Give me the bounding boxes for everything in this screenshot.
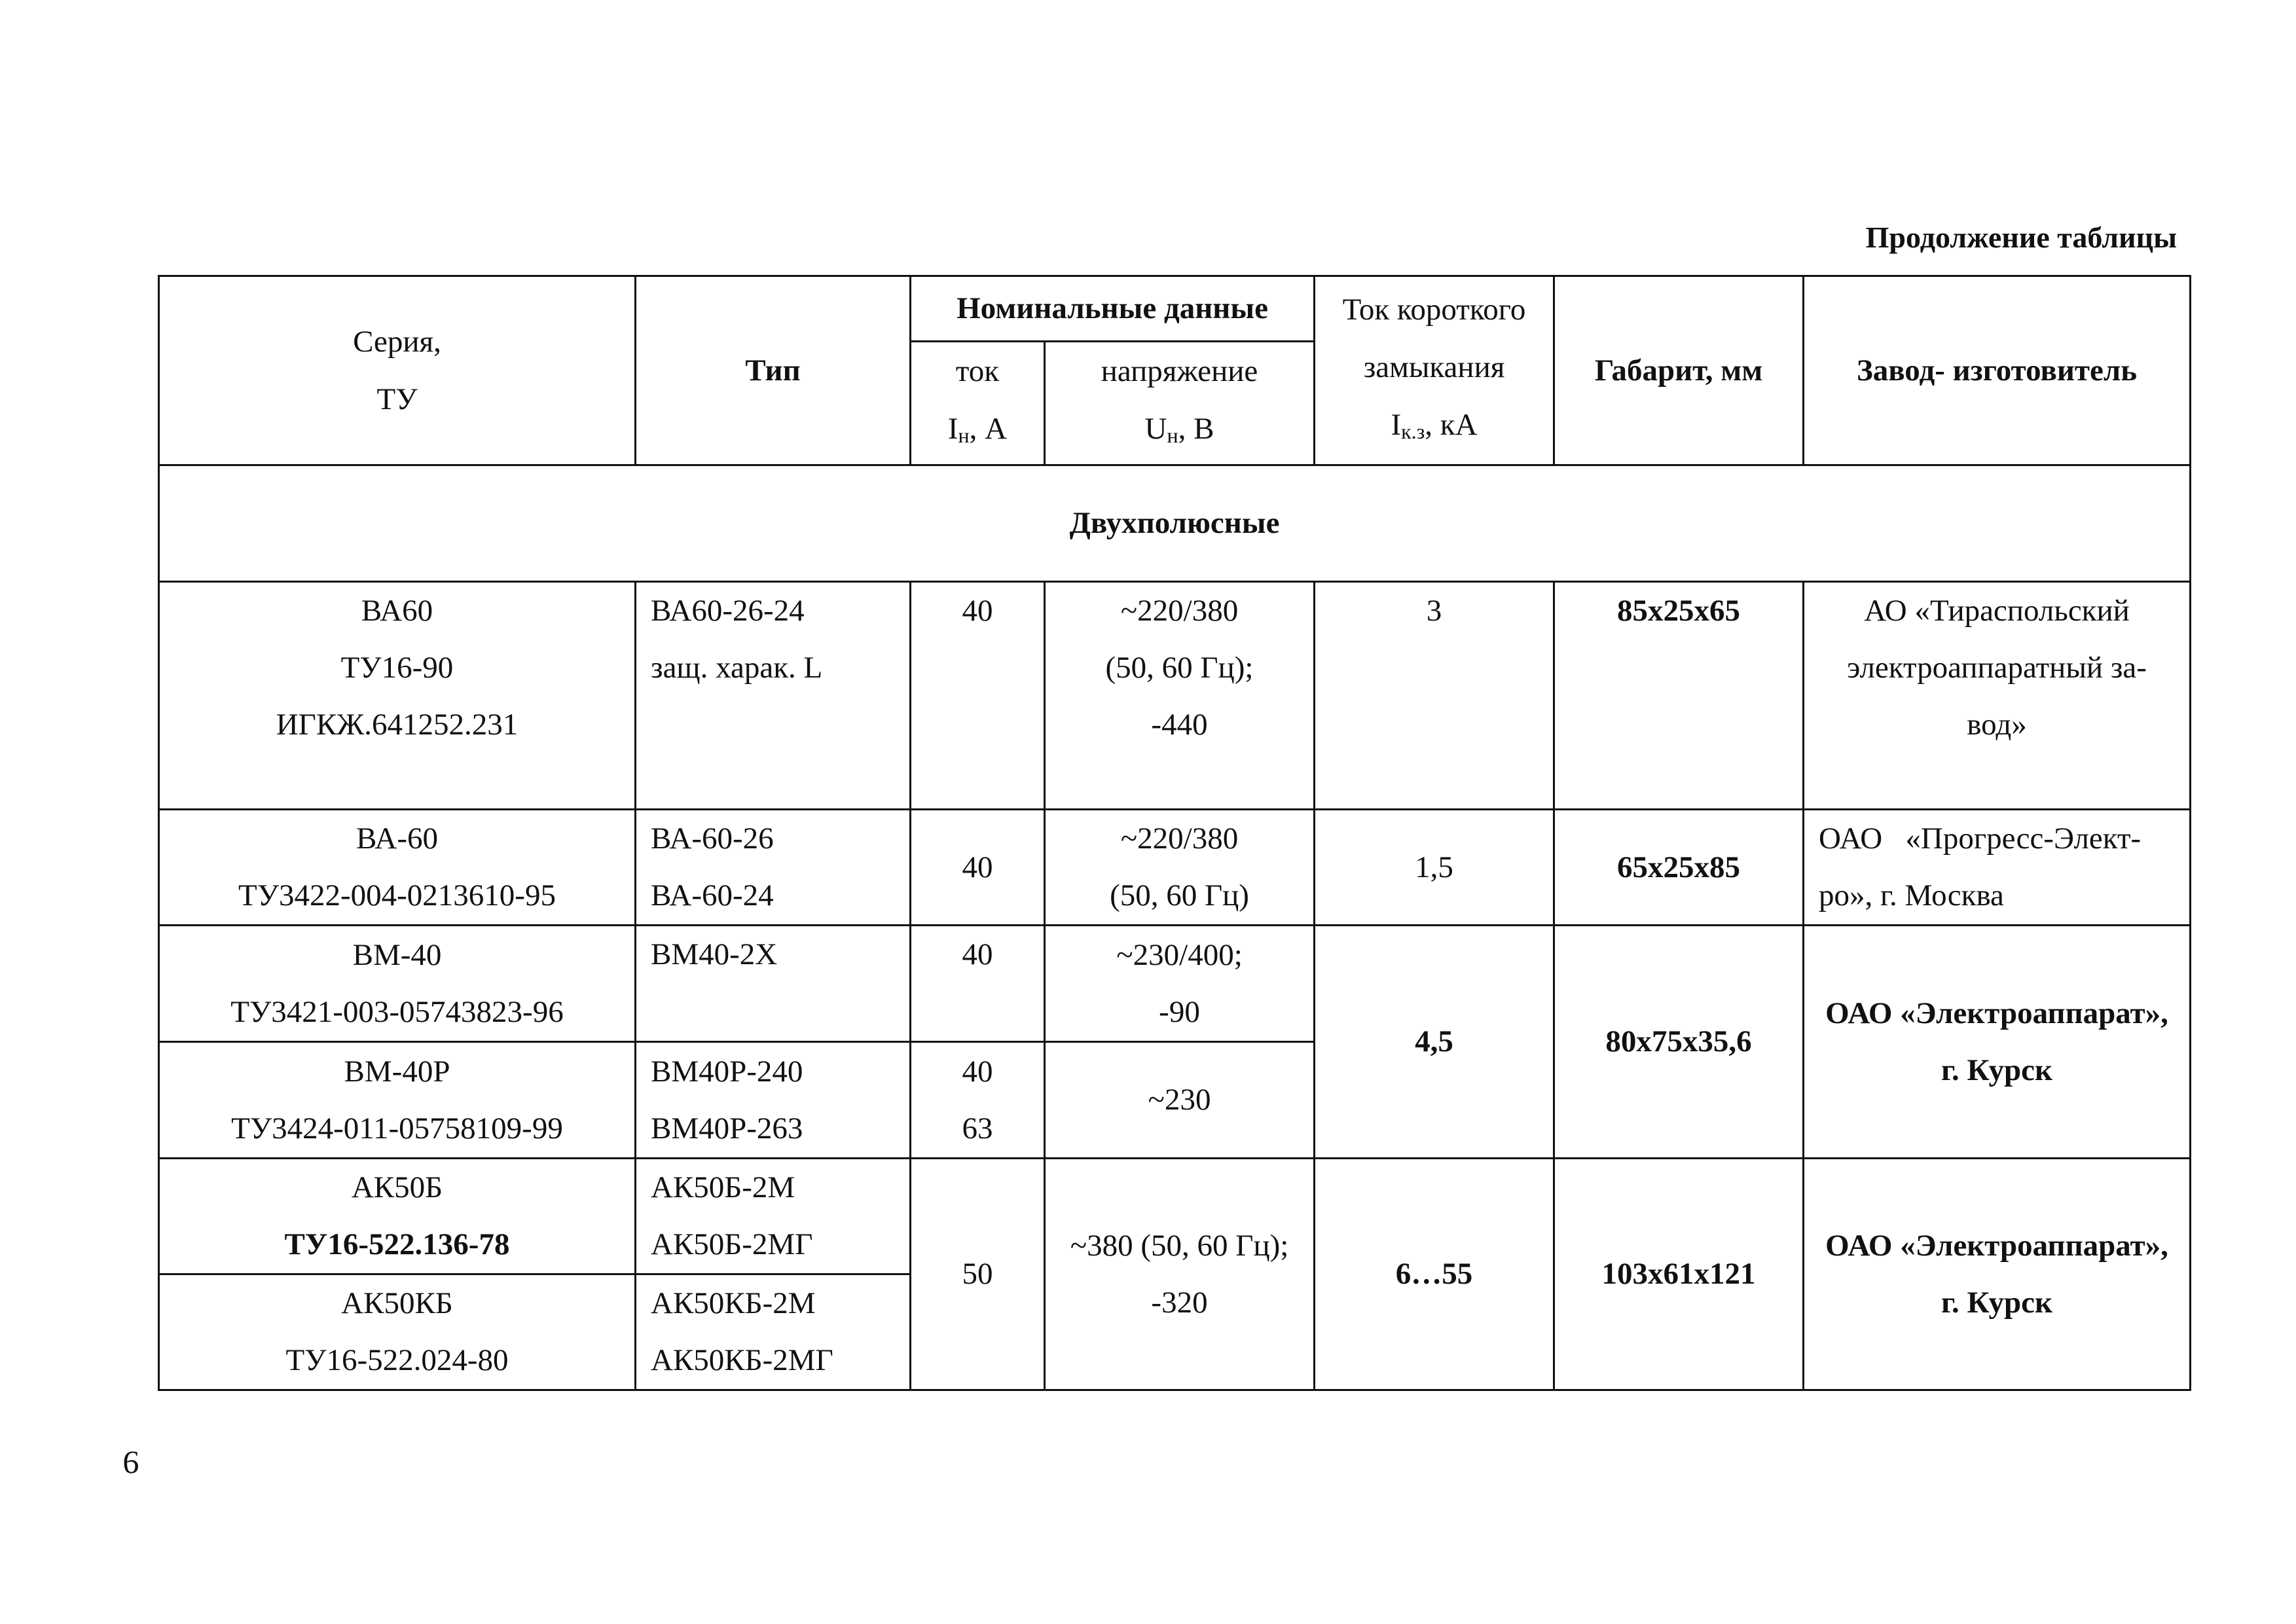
cell-manufacturer [1804, 810, 2191, 926]
cell-short-circuit-merged: 6…55 [1315, 1159, 1554, 1390]
header-short-circuit [1315, 276, 1554, 465]
continuation-label: Продолжение таблицы [1865, 221, 2177, 254]
cell-type [636, 1274, 911, 1390]
group-row [159, 465, 2191, 582]
voltage-line: -320 [1151, 1285, 1208, 1320]
voltage-line: -90 [1159, 994, 1200, 1029]
cell-short-circuit: 1,5 [1315, 810, 1554, 926]
cell-type [636, 926, 911, 1042]
cell-voltage: ~230 [1045, 1042, 1315, 1159]
un-symbol: U [1144, 412, 1167, 446]
type-line: ВА60-26-24 [651, 594, 805, 628]
cell-current: 40 [911, 926, 1045, 1042]
ik-unit: , кА [1425, 408, 1478, 442]
cell-current [911, 1042, 1045, 1159]
cell-dimensions-merged: 103x61x121 [1554, 1159, 1804, 1390]
in-unit: , А [969, 412, 1008, 446]
voltage-line: ~220/380 [1120, 594, 1239, 628]
cell-current-merged: 50 [911, 1159, 1045, 1390]
type-line: ВМ40Р-263 [651, 1111, 803, 1146]
cell-voltage [1045, 810, 1315, 926]
cell-voltage [1045, 926, 1315, 1042]
header-short-circuit-line-1: Ток короткого [1342, 293, 1526, 327]
cell-type [636, 582, 911, 810]
table-row [159, 1159, 2191, 1274]
cell-dimensions-merged: 80x75x35,6 [1554, 926, 1804, 1159]
series-line: АК50КБ [341, 1286, 453, 1320]
series-line: АК50Б [351, 1170, 443, 1204]
cell-series [159, 1274, 636, 1390]
cell-series [159, 582, 636, 810]
header-short-circuit-line-3 [1315, 396, 1553, 460]
voltage-line: ~380 (50, 60 Гц); [1070, 1228, 1289, 1263]
series-line: ТУ3421-003-05743823-96 [230, 994, 564, 1029]
type-line: ВМ40-2Х [651, 937, 778, 971]
series-line: ВА60 [361, 594, 433, 628]
ik-symbol: I [1391, 408, 1402, 442]
voltage-line: ~230/400; [1116, 937, 1243, 972]
voltage-line: ~220/380 [1120, 821, 1239, 856]
cell-series [159, 810, 636, 926]
header-series-line-1: Серия, [353, 325, 441, 359]
cell-type [636, 1159, 911, 1274]
voltage-line: (50, 60 Гц) [1110, 878, 1249, 912]
series-line: ВМ-40 [352, 937, 442, 972]
cell-current: 40 [911, 582, 1045, 810]
cell-short-circuit: 3 [1315, 582, 1554, 810]
cell-series [159, 926, 636, 1042]
type-line: АК50КБ-2М [651, 1286, 816, 1320]
cell-manufacturer-merged [1804, 1159, 2191, 1390]
header-current-line-1: ток [955, 354, 1000, 388]
current-line: 40 [962, 1054, 993, 1089]
cell-short-circuit-merged: 4,5 [1315, 926, 1554, 1159]
type-line: АК50КБ-2МГ [651, 1343, 833, 1377]
cell-dimensions: 85x25x65 [1554, 582, 1804, 810]
cell-current: 40 [911, 810, 1045, 926]
manufacturer-line: электроаппаратный за- [1847, 651, 2147, 685]
manufacturer-line: ОАО «Электроаппарат», [1825, 996, 2168, 1030]
type-line: ВА-60-26 [651, 821, 774, 856]
type-line: АК50Б-2МГ [651, 1227, 813, 1261]
header-dimensions: Габарит, мм [1554, 276, 1804, 465]
header-voltage-line-2 [1046, 400, 1313, 464]
series-line: ВА-60 [356, 821, 438, 856]
manufacturer-line: вод» [1967, 708, 2027, 742]
header-nominal: Номинальные данные [911, 276, 1315, 342]
ik-subscript: к.з [1401, 420, 1425, 443]
in-subscript: н [958, 424, 970, 447]
type-line: защ. харак. L [651, 651, 823, 685]
header-series-line-2: ТУ [376, 382, 418, 416]
breakers-table [158, 275, 2191, 1391]
cell-manufacturer-merged [1804, 926, 2191, 1159]
cell-manufacturer [1804, 582, 2191, 810]
table-row [159, 810, 2191, 926]
manufacturer-line: ро», г. Москва [1819, 878, 2004, 912]
header-type: Тип [636, 276, 911, 465]
series-line: ИГКЖ.641252.231 [276, 708, 519, 742]
un-subscript: н [1167, 424, 1178, 447]
cell-voltage-merged [1045, 1159, 1315, 1390]
group-title: Двухполюсные [159, 465, 2191, 582]
cell-type [636, 1042, 911, 1159]
header-current-line-2 [911, 400, 1044, 464]
un-unit: , В [1178, 412, 1214, 446]
cell-type [636, 810, 911, 926]
page-number: 9 [122, 1445, 139, 1481]
cell-series [159, 1042, 636, 1159]
header-voltage-line-1: напряжение [1101, 354, 1258, 388]
cell-dimensions: 65x25x85 [1554, 810, 1804, 926]
header-series [159, 276, 636, 465]
series-line: ВМ-40Р [344, 1054, 450, 1089]
manufacturer-line: ОАО «Электроаппарат», [1825, 1228, 2168, 1263]
series-line: ТУ3424-011-05758109-99 [231, 1111, 563, 1146]
header-current [911, 342, 1045, 465]
header-manufacturer: Завод- изготовитель [1804, 276, 2191, 465]
cell-series [159, 1159, 636, 1274]
table-row [159, 582, 2191, 810]
type-line: АК50Б-2М [651, 1170, 795, 1204]
manufacturer-line: г. Курск [1941, 1285, 2053, 1320]
in-symbol: I [947, 412, 958, 446]
header-voltage [1045, 342, 1315, 465]
manufacturer-line: ОАО «Прогресс-Элект- [1819, 821, 2141, 856]
type-line: ВА-60-24 [651, 878, 774, 912]
type-line: ВМ40Р-240 [651, 1054, 803, 1089]
voltage-line: (50, 60 Гц); [1105, 651, 1254, 685]
current-line: 63 [962, 1111, 993, 1146]
header-row-1 [159, 276, 2191, 342]
series-line: ТУ16-90 [340, 651, 454, 685]
series-line: ТУ16-522.136-78 [284, 1227, 510, 1261]
header-short-circuit-line-2: замыкания [1363, 350, 1505, 384]
manufacturer-line: АО «Тираспольский [1864, 594, 2130, 628]
table-row [159, 926, 2191, 1042]
cell-voltage [1045, 582, 1315, 810]
voltage-line: -440 [1151, 708, 1208, 742]
manufacturer-line: г. Курск [1941, 1053, 2053, 1087]
series-line: ТУ16-522.024-80 [285, 1343, 509, 1377]
series-line: ТУ3422-004-0213610-95 [238, 878, 556, 912]
